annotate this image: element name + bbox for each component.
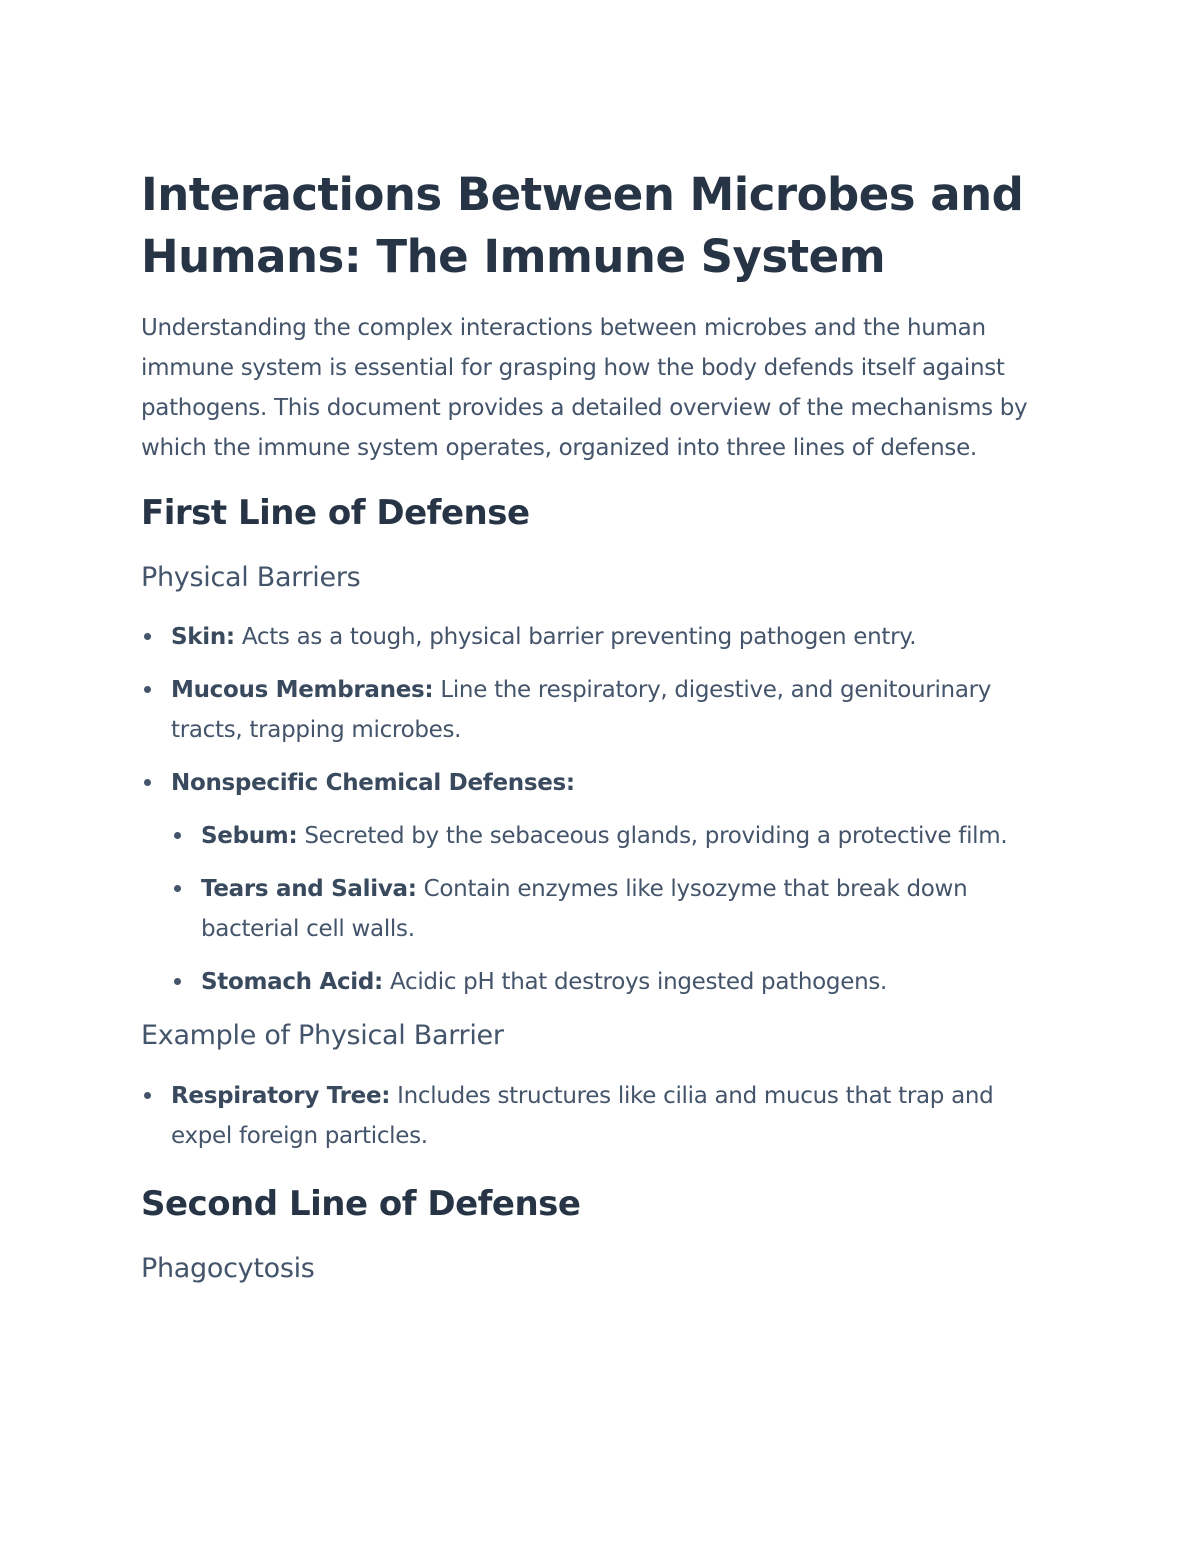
subheading-physical-barriers: Physical Barriers <box>141 562 361 593</box>
bullet-icon <box>144 686 151 693</box>
list-item-term: Tears and Saliva: <box>201 876 417 902</box>
list-item-term: Skin: <box>171 624 235 650</box>
subheading-phagocytosis: Phagocytosis <box>141 1253 315 1284</box>
document-title <box>141 164 1061 288</box>
sublist-item-sebum <box>171 816 1061 856</box>
list-item-text: Line the respiratory, digestive, and genitourinary tracts, trapping microbes. <box>171 677 992 743</box>
list-item-term: Mucous Membranes: <box>171 677 434 703</box>
document-page <box>141 164 1061 1287</box>
sublist-item-tears-saliva <box>171 869 1061 949</box>
list-item-chemical-defenses <box>141 763 1061 1002</box>
section-heading-second-line: Second Line of Defense <box>141 1184 581 1224</box>
list-item-term: Stomach Acid: <box>201 969 383 995</box>
title-line-2: Humans: The Immune System <box>141 230 886 283</box>
bullet-icon <box>174 832 181 839</box>
list-item-term: Respiratory Tree: <box>171 1083 391 1109</box>
bullet-icon <box>174 885 181 892</box>
list-item-term: Sebum: <box>201 823 298 849</box>
list-item-mucous-membranes <box>141 670 1061 750</box>
bullet-icon <box>144 633 151 640</box>
list-item-text: Acidic pH that destroys ingested pathogens. <box>382 969 888 995</box>
sublist-item-stomach-acid <box>171 962 1061 1002</box>
list-item-text: Includes structures like cilia and mucus that trap and expel foreign particles. <box>171 1083 994 1149</box>
intro-paragraph: Understanding the complex interactions between microbes and the human immune system is essential for grasping how the body defends itself against pathogens. This document provides a detailed overview of the mechanisms by which the immune system operates, organized into three lines of defense. <box>141 315 1028 461</box>
title-line-1: Interactions Between Microbes and <box>141 168 1024 221</box>
list-item-skin <box>141 617 1061 657</box>
list-item-term: Nonspecific Chemical Defenses: <box>171 770 575 796</box>
chemical-defenses-sublist <box>171 816 1061 1002</box>
bullet-icon <box>144 1092 151 1099</box>
list-item-respiratory-tree <box>141 1076 1061 1156</box>
bullet-icon <box>144 779 151 786</box>
list-item-text: Acts as a tough, physical barrier preventing pathogen entry. <box>234 624 917 650</box>
list-item-text: Contain enzymes like lysozyme that break down bacterial cell walls. <box>201 876 968 942</box>
example-barrier-list <box>141 1076 1061 1156</box>
subheading-example-physical-barrier: Example of Physical Barrier <box>141 1020 504 1051</box>
section-heading-first-line: First Line of Defense <box>141 493 530 533</box>
bullet-icon <box>174 978 181 985</box>
list-item-text: Secreted by the sebaceous glands, providing a protective film. <box>297 823 1008 849</box>
physical-barriers-list <box>141 617 1061 1002</box>
